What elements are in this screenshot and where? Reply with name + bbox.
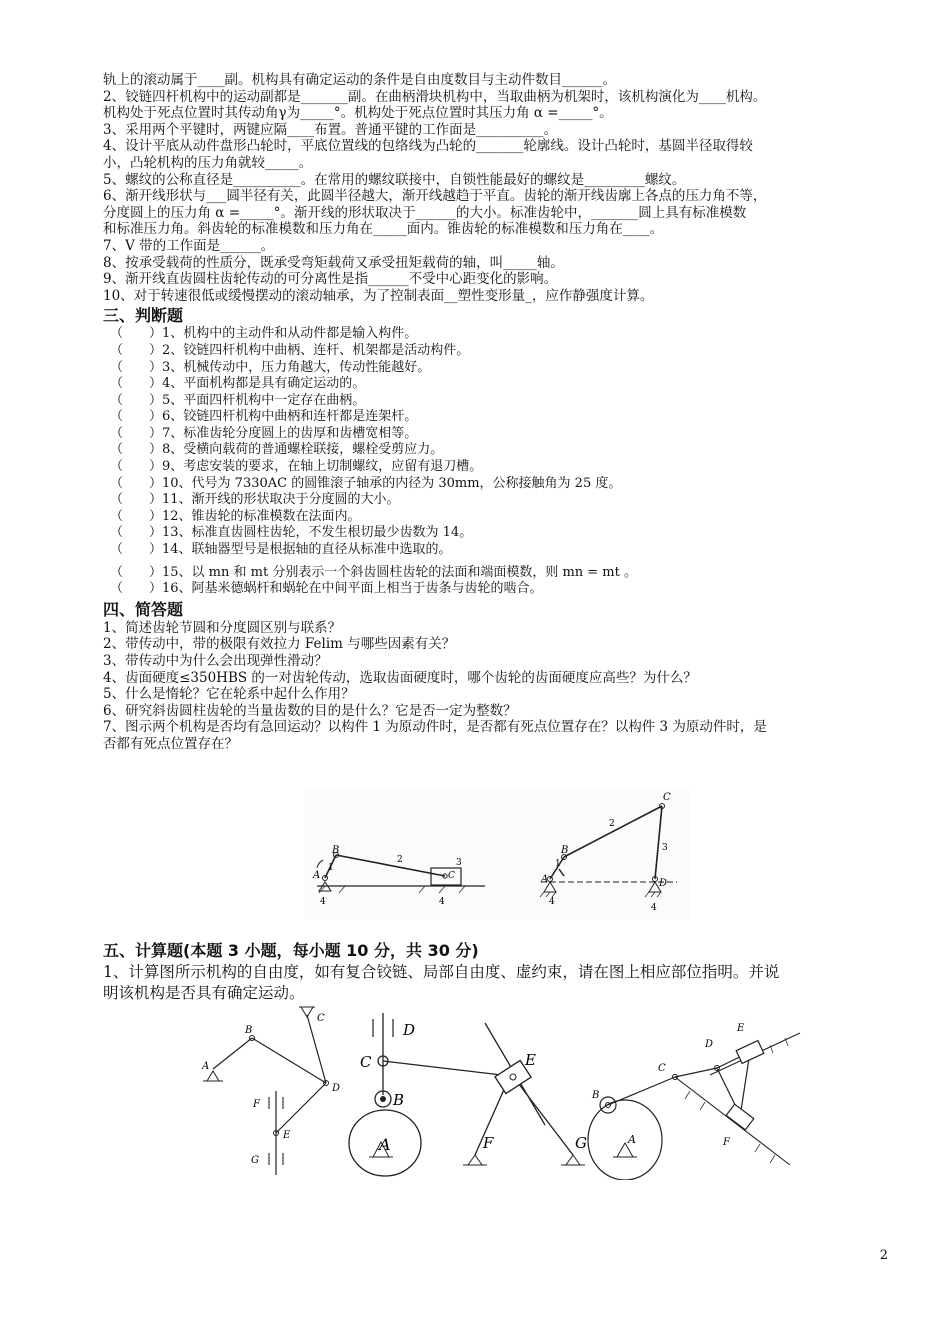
label-4d: 4 bbox=[651, 903, 657, 913]
f2-label-f3: F bbox=[723, 1137, 730, 1148]
label-3: 3 bbox=[456, 858, 462, 868]
f2-label-d2: D bbox=[403, 1021, 416, 1039]
label-c2: C bbox=[663, 792, 671, 803]
f2-label-a: A bbox=[202, 1061, 210, 1072]
text-line: 4、设计平底从动件盘形凸轮时，平底位置线的包络线为凸轮的_______轮廓线。设计凸轮时，基圆半径取得较 bbox=[103, 138, 753, 155]
mechanism-figure-2 bbox=[195, 1005, 805, 1180]
f2-label-f: F bbox=[253, 1099, 260, 1110]
f2-label-e: E bbox=[283, 1130, 291, 1141]
label-1b: 1 bbox=[555, 859, 561, 869]
f2-label-b3: B bbox=[592, 1090, 600, 1101]
f2-label-c3: C bbox=[658, 1063, 666, 1074]
label-b2: B bbox=[561, 845, 569, 856]
judge-section bbox=[103, 326, 903, 598]
judge-item: （ ）7、标准齿轮分度圆上的齿厚和齿槽宽相等。 bbox=[110, 425, 418, 441]
label-4b: 4 bbox=[439, 897, 445, 907]
label-4: 4 bbox=[320, 897, 326, 907]
judge-item: （ ）14、联轴器型号是根据轴的直径从标准中选取的。 bbox=[110, 542, 452, 558]
label-4c: 4 bbox=[549, 897, 555, 907]
judge-item: （ ）4、平面机构都是具有确定运动的。 bbox=[110, 376, 366, 392]
f2-label-b: B bbox=[245, 1025, 253, 1036]
f2-label-g2: G bbox=[575, 1134, 587, 1152]
text-line: 和标准压力角。斜齿轮的标准模数和压力角在_____面内。锥齿轮的标准模数和压力角在____。 bbox=[103, 221, 664, 238]
f2-label-a3: A bbox=[628, 1133, 636, 1146]
text-line: 10、对于转速很低或缓慢摆动的滚动轴承，为了控制表面__塑性变形量_，应作静强度计算。 bbox=[103, 287, 654, 304]
judge-item: （ ）16、阿基米德蜗杆和蜗轮在中间平面上相当于齿条与齿轮的啮合。 bbox=[110, 581, 543, 597]
text-line: 8、按承受载荷的性质分，既承受弯矩载荷又承受扭矩载荷的轴，叫_____轴。 bbox=[103, 254, 564, 271]
judge-item: （ ）1、机构中的主动件和从动件都是输入构件。 bbox=[110, 326, 418, 342]
judge-item: （ ）10、代号为 7330AC 的圆锥滚子轴承的内径为 30mm，公称接触角为 25 度。 bbox=[110, 475, 622, 491]
qa-item: 4、齿面硬度≤350HBS 的一对齿轮传动，选取齿面硬度时，哪个齿轮的齿面硬度应高些？为什么？ bbox=[103, 669, 697, 686]
qa-item: 6、研究斜齿圆柱齿轮的当量齿数的目的是什么？它是否一定为整数？ bbox=[103, 702, 517, 719]
f2-label-g: G bbox=[251, 1155, 259, 1166]
text-line: 轨上的滚动属于____副。机构具有确定运动的条件是自由度数目与主动件数目______。 bbox=[103, 72, 616, 88]
qa-item: 3、带传动中为什么会出现弹性滑动？ bbox=[103, 653, 328, 669]
f2-label-b2: B bbox=[393, 1091, 405, 1109]
judge-item: （ ）5、平面四杆机构中一定存在曲柄。 bbox=[110, 392, 366, 408]
text-line: 2、铰链四杆机构中的运动副都是_______副。在曲柄滑块机构中，当取曲柄为机架时，该机构演化为____机构。 bbox=[103, 88, 767, 105]
text-line: 7、V 带的工作面是______。 bbox=[103, 237, 275, 254]
qa-item: 否都有死点位置存在？ bbox=[103, 735, 238, 752]
qa-item: 7、图示两个机构是否均有急回运动？以构件 1 为原动件时，是否都有死点位置存在？以构件 3 为原动件时，是 bbox=[103, 719, 767, 736]
text-line: 6、渐开线形状与___圆半径有关，此圆半径越大，渐开线越趋于平直。齿轮的渐开线齿廓上各点的压力角不等， bbox=[103, 188, 767, 205]
text-line: 3、采用两个平键时，两键应隔____布置。普通平键的工作面是__________。 bbox=[103, 121, 558, 138]
f2-label-d: D bbox=[332, 1083, 341, 1094]
page-number: 2 bbox=[879, 1248, 888, 1263]
f2-label-a2: A bbox=[379, 1135, 391, 1154]
mechanism-figure-1 bbox=[305, 790, 690, 920]
judge-item: （ ）8、受横向载荷的普通螺栓联接，螺栓受剪应力。 bbox=[110, 442, 444, 458]
f2-label-f2: F bbox=[483, 1134, 494, 1152]
f2-label-c: C bbox=[317, 1013, 325, 1024]
qa-item: 2、带传动中，带的极限有效拉力 Felim 与哪些因素有关？ bbox=[103, 636, 456, 653]
judge-item: （ ）2、铰链四杆机构中曲柄、连杆、机架都是活动构件。 bbox=[110, 342, 470, 358]
calc-item: 明该机构是否具有确定运动。 bbox=[103, 984, 305, 1002]
label-a: A bbox=[313, 870, 321, 881]
label-2: 2 bbox=[397, 855, 403, 865]
label-2b: 2 bbox=[609, 819, 615, 829]
text-line: 分度圆上的压力角 α =_____°。渐开线的形状取决于______的大小。标准齿轮中，_______圆上具有标准模数 bbox=[103, 204, 747, 221]
judge-item: （ ）13、标准直齿圆柱齿轮，不发生根切最少齿数为 14。 bbox=[110, 525, 473, 541]
text-line: 机构处于死点位置时其传动角γ为_____°。机构处于死点位置时其压力角 α =_____°。 bbox=[103, 105, 613, 122]
judge-item: （ ）11、渐开线的形状取决于分度圆的大小。 bbox=[110, 492, 400, 508]
label-d2: D bbox=[659, 878, 668, 889]
fill-blank-section bbox=[103, 72, 903, 304]
section-title-judge: 三、判断题 bbox=[103, 306, 184, 326]
text-line: 9、渐开线直齿圆柱齿轮传动的可分离性是指______不受中心距变化的影响。 bbox=[103, 271, 558, 288]
qa-item: 1、简述齿轮节圆和分度圆区别与联系？ bbox=[103, 619, 342, 636]
qa-section bbox=[103, 620, 903, 753]
label-1: 1 bbox=[328, 863, 334, 873]
label-a2: A bbox=[541, 874, 549, 885]
judge-item: （ ）9、考虑安装的要求，在轴上切制螺纹，应留有退刀槽。 bbox=[110, 459, 483, 475]
f2-label-c2: C bbox=[360, 1053, 372, 1071]
judge-item: （ ）15、以 mn 和 mt 分别表示一个斜齿圆柱齿轮的法面和端面模数，则 mn = mt 。 bbox=[110, 564, 637, 580]
label-c: C bbox=[448, 871, 455, 881]
f2-label-d3: D bbox=[705, 1039, 714, 1050]
qa-item: 5、什么是惰轮？它在轮系中起什么作用？ bbox=[103, 686, 355, 703]
calc-item: 1、计算图所示机构的自由度，如有复合铰链、局部自由度、虚约束，请在图上相应部位指明。并说 bbox=[103, 963, 780, 981]
label-3b: 3 bbox=[662, 843, 668, 853]
text-line: 小，凸轮机构的压力角就较_____。 bbox=[103, 154, 313, 171]
judge-item: （ ）6、铰链四杆机构中曲柄和连杆都是连架杆。 bbox=[110, 409, 418, 425]
section-title-qa: 四、简答题 bbox=[103, 599, 184, 619]
judge-item: （ ）3、机械传动中，压力角越大，传动性能越好。 bbox=[110, 359, 431, 375]
text-line: 5、螺纹的公称直径是__________。在常用的螺纹联接中，自锁性能最好的螺纹是_________螺纹。 bbox=[103, 171, 686, 188]
calc-section bbox=[103, 940, 923, 1004]
f2-label-e3: E bbox=[737, 1023, 745, 1034]
section-title-calc: 五、计算题(本题 3 小题，每小题 10 分，共 30 分) bbox=[103, 941, 479, 960]
label-b: B bbox=[332, 845, 340, 856]
f2-label-e2: E bbox=[525, 1051, 536, 1069]
page-content bbox=[103, 72, 903, 753]
judge-item: （ ）12、锥齿轮的标准模数在法面内。 bbox=[110, 508, 361, 524]
